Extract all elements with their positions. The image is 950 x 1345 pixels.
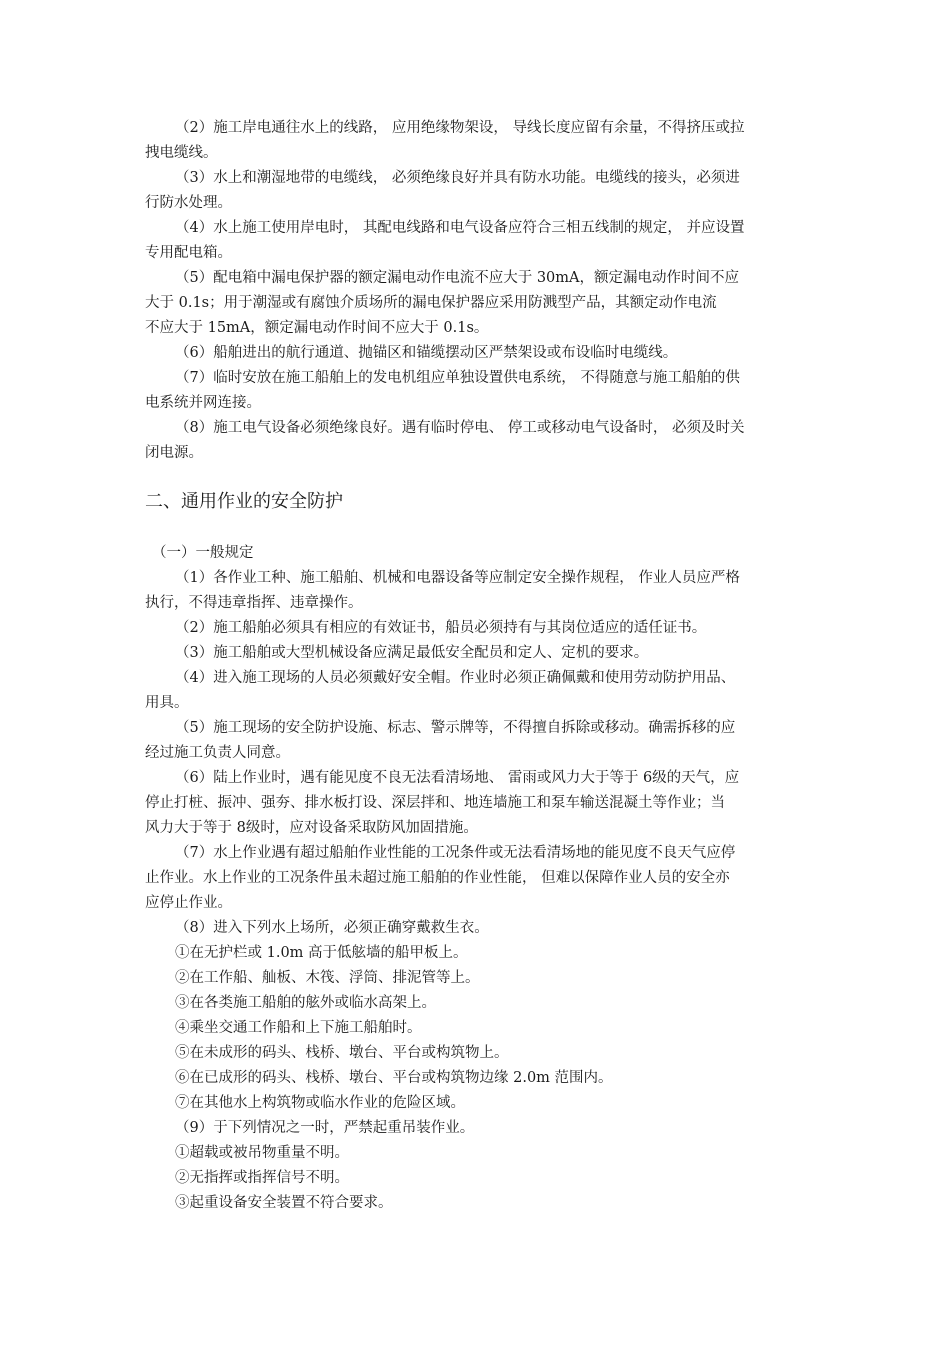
list-item: ②无指挥或指挥信号不明。 xyxy=(175,1170,349,1186)
paragraph-line: （3）施工船舶或大型机械设备应满足最低安全配员和定人、定机的要求。 xyxy=(175,645,649,661)
list-item: ⑤在未成形的码头、栈桥、墩台、平台或构筑物上。 xyxy=(175,1045,509,1061)
paragraph-line: 用具。 xyxy=(145,695,189,711)
paragraph-line: 不应大于 15mA，额定漏电动作时间不应大于 0.1s。 xyxy=(145,320,489,336)
list-item: ②在工作船、舢板、木筏、浮筒、排泥管等上。 xyxy=(175,970,480,986)
list-item: ③起重设备安全装置不符合要求。 xyxy=(175,1195,393,1211)
paragraph-line: 行防水处理。 xyxy=(145,195,232,211)
list-item: ①超载或被吊物重量不明。 xyxy=(175,1145,349,1161)
paragraph-line: 应停止作业。 xyxy=(145,895,232,911)
paragraph-line: 拽电缆线。 xyxy=(145,145,218,161)
paragraph-line: 大于 0.1s；用于潮湿或有腐蚀介质场所的漏电保护器应采用防溅型产品，其额定动作电流 xyxy=(145,295,717,311)
paragraph-line: 经过施工负责人同意。 xyxy=(145,745,290,761)
paragraph-line: 止作业。水上作业的工况条件虽未超过施工船舶的作业性能， 但难以保障作业人员的安全亦 xyxy=(145,870,730,886)
paragraph-line: （5）施工现场的安全防护设施、标志、警示牌等，不得擅自拆除或移动。确需拆移的应 xyxy=(175,720,736,736)
paragraph-line: （1）各作业工种、施工船舶、机械和电器设备等应制定安全操作规程， 作业人员应严格 xyxy=(175,570,740,586)
paragraph-line: （6）船舶进出的航行通道、抛锚区和锚缆摆动区严禁架设或布设临时电缆线。 xyxy=(175,345,678,361)
paragraph-line: （2）施工岸电通往水上的线路， 应用绝缘物架设， 导线长度应留有余量，不得挤压或拉 xyxy=(175,120,745,136)
paragraph-line: （4）进入施工现场的人员必须戴好安全帽。作业时必须正确佩戴和使用劳动防护用品、 xyxy=(175,670,736,686)
paragraph-line: 专用配电箱。 xyxy=(145,245,232,261)
subsection-heading: （一）一般规定 xyxy=(152,545,254,561)
paragraph-line: 电系统并网连接。 xyxy=(145,395,261,411)
paragraph-line: （6）陆上作业时，遇有能见度不良无法看清场地、 雷雨或风力大于等于 6级的天气，应 xyxy=(175,770,740,786)
paragraph-line: （5）配电箱中漏电保护器的额定漏电动作电流不应大于 30mA，额定漏电动作时间不应 xyxy=(175,270,740,286)
paragraph-line: 闭电源。 xyxy=(145,445,203,461)
paragraph-line: （8）进入下列水上场所，必须正确穿戴救生衣。 xyxy=(175,920,489,936)
paragraph-line: （7）临时安放在施工船舶上的发电机组应单独设置供电系统， 不得随意与施工船舶的供 xyxy=(175,370,740,386)
list-item: ④乘坐交通工作船和上下施工船舶时。 xyxy=(175,1020,422,1036)
paragraph-line: 执行，不得违章指挥、违章操作。 xyxy=(145,595,363,611)
paragraph-line: （4）水上施工使用岸电时， 其配电线路和电气设备应符合三相五线制的规定， 并应设置 xyxy=(175,220,745,236)
list-item: ①在无护栏或 1.0m 高于低舷墙的船甲板上。 xyxy=(175,945,468,961)
paragraph-line: （7）水上作业遇有超过船舶作业性能的工况条件或无法看清场地的能见度不良天气应停 xyxy=(175,845,736,861)
list-item: ⑦在其他水上构筑物或临水作业的危险区域。 xyxy=(175,1095,465,1111)
list-item: ⑥在已成形的码头、栈桥、墩台、平台或构筑物边缘 2.0m 范围内。 xyxy=(175,1070,613,1086)
list-item: ③在各类施工船舶的舷外或临水高架上。 xyxy=(175,995,436,1011)
paragraph-line: （8）施工电气设备必须绝缘良好。遇有临时停电、 停工或移动电气设备时， 必须及时关 xyxy=(175,420,745,436)
paragraph-line: （2）施工船舶必须具有相应的有效证书，船员必须持有与其岗位适应的适任证书。 xyxy=(175,620,707,636)
paragraph-line: 停止打桩、振冲、强夯、排水板打设、深层拌和、地连墙施工和泵车输送混凝土等作业；当 xyxy=(145,795,725,811)
paragraph-line: （9）于下列情况之一时，严禁起重吊装作业。 xyxy=(175,1120,475,1136)
section-heading: 二、通用作业的安全防护 xyxy=(145,491,343,512)
paragraph-line: 风力大于等于 8级时，应对设备采取防风加固措施。 xyxy=(145,820,478,836)
paragraph-line: （3）水上和潮湿地带的电缆线， 必须绝缘良好并具有防水功能。电缆线的接头，必须进 xyxy=(175,170,740,186)
